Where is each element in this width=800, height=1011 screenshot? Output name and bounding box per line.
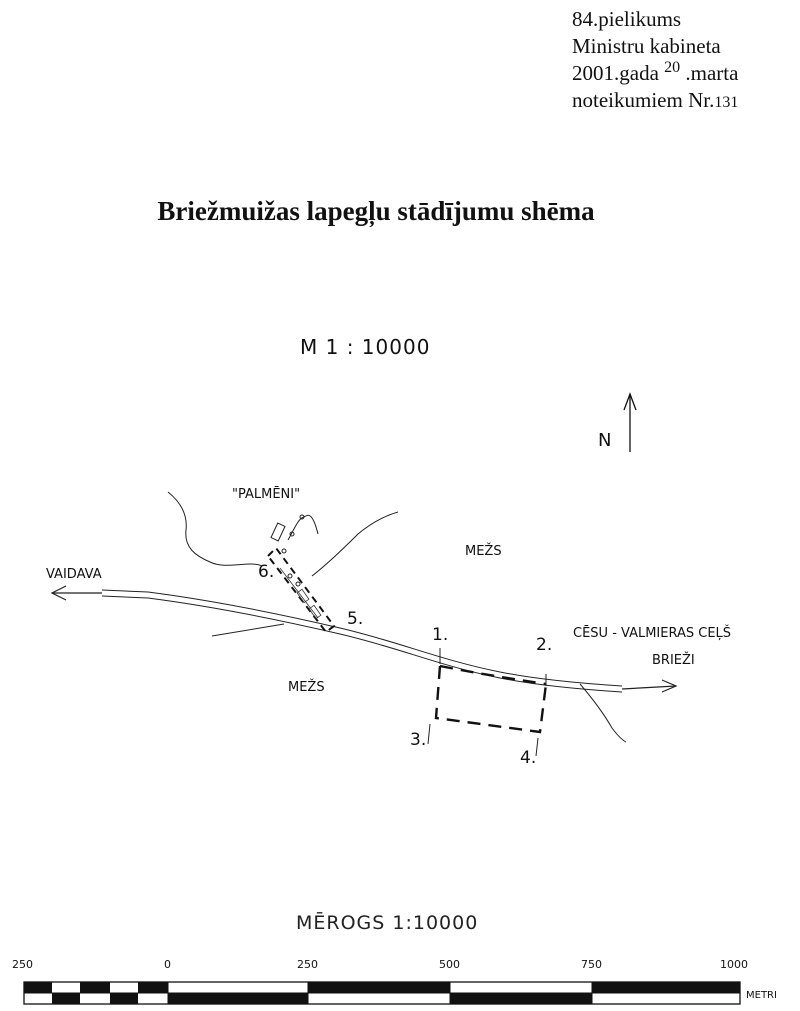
map-scale-text: M 1 : 10000: [300, 335, 431, 359]
briezi-direction-arrow-icon: [622, 680, 676, 692]
palmeni-label: "PALMĒNI": [232, 487, 301, 502]
planting-area-1-2-3-4: [436, 666, 546, 732]
date-prefix: 2001.gada: [572, 61, 665, 85]
north-label: N: [598, 430, 612, 451]
scale-tick-label: 250: [12, 958, 33, 971]
date-suffix: .marta: [680, 61, 739, 85]
vaidava-label: VAIDAVA: [46, 567, 102, 582]
scale-tick-label: 1000: [720, 958, 748, 971]
scale-unit-label: METRI: [746, 990, 777, 1001]
annex-number: 84.pielikums: [572, 7, 682, 31]
regulation-prefix: noteikumiem Nr.: [572, 88, 715, 112]
forest-boundary-lines: [168, 492, 626, 742]
vaidava-direction-arrow-icon: [52, 586, 102, 600]
forest-label-north: MEŽS: [465, 544, 502, 559]
scale-tick-label: 500: [439, 958, 460, 971]
scale-bar-title: MĒROGS 1:10000: [296, 912, 479, 934]
scale-tick-label: 250: [297, 958, 318, 971]
scale-bar: [24, 982, 740, 1004]
forest-label-south: MEŽS: [288, 680, 325, 695]
issuer: Ministru kabineta: [572, 34, 721, 58]
point-2-label: 2.: [536, 635, 553, 655]
point-5-label: 5.: [347, 609, 364, 629]
north-arrow-icon: [624, 394, 636, 452]
palmeni-buildings: [271, 515, 304, 586]
point-6-label: 6.: [258, 562, 275, 582]
briezi-label: BRIEŽI: [652, 653, 695, 668]
page-title: Briežmuižas lapegļu stādījumu shēma: [157, 196, 595, 226]
scale-tick-label: 0: [164, 958, 171, 971]
road-label: CĒSU - VALMIERAS CEĻŠ: [573, 626, 732, 641]
regulation-number: 131: [714, 94, 739, 111]
date-day: 20: [664, 59, 681, 76]
point-4-label: 4.: [520, 748, 537, 768]
point-3-label: 3.: [410, 730, 427, 750]
point-1-label: 1.: [432, 625, 449, 645]
scale-tick-label: 750: [581, 958, 602, 971]
strip-inner-lines: [280, 568, 321, 619]
